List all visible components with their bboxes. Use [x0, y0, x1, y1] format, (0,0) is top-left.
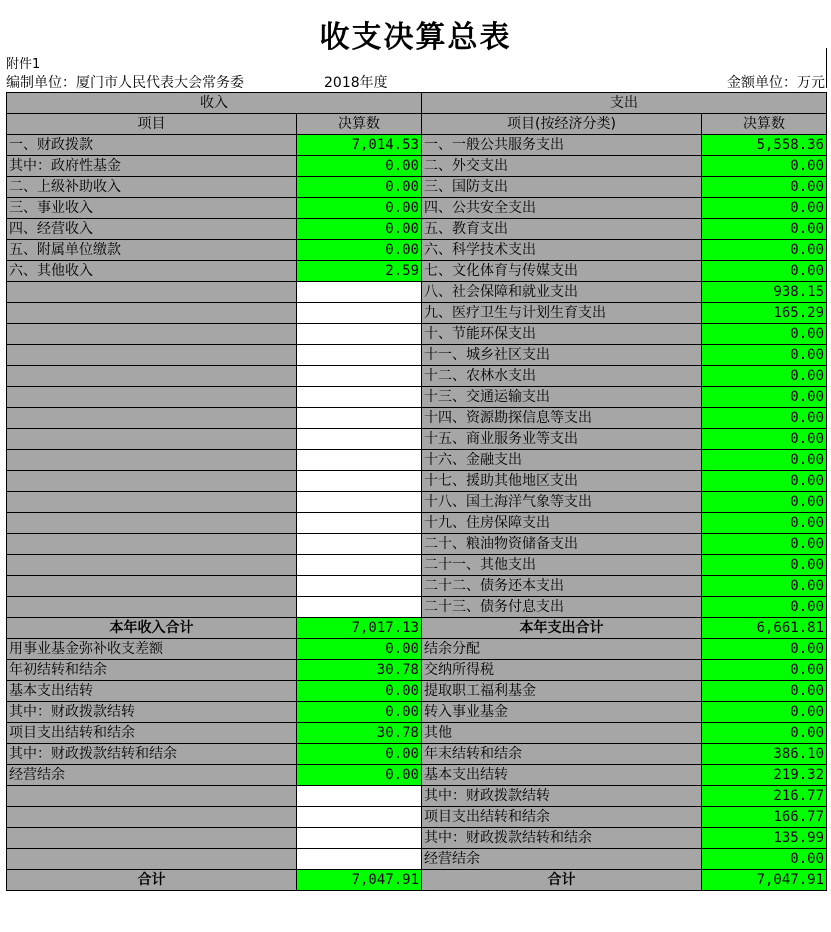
income-amount-cell: [297, 513, 422, 534]
income-item-cell: [7, 387, 297, 408]
table-row: [7, 408, 827, 429]
income-amount-cell: 7,014.53: [297, 135, 422, 156]
income-item-cell: 年初结转和结余: [7, 660, 297, 681]
table-row: [7, 513, 827, 534]
expense-amount-cell: 0.00: [702, 534, 827, 555]
income-item-cell: 一、财政拨款: [7, 135, 297, 156]
attachment-label: 附件1: [6, 57, 41, 72]
table-row: [7, 240, 827, 261]
expense-amount-cell: 386.10: [702, 744, 827, 765]
divider: [826, 48, 827, 88]
expense-item-cell: 年末结转和结余: [422, 744, 702, 765]
expense-item-cell: 二十二、债务还本支出: [422, 576, 702, 597]
expense-section-header: 支出: [422, 93, 827, 114]
income-amount-cell: 0.00: [297, 681, 422, 702]
income-item-cell: [7, 534, 297, 555]
income-item-cell: [7, 303, 297, 324]
income-amount-cell: [297, 387, 422, 408]
table-row: [7, 534, 827, 555]
expense-item-header: 项目(按经济分类): [422, 114, 702, 135]
expense-amount-cell: 0.00: [702, 240, 827, 261]
expense-amount-cell: 219.32: [702, 765, 827, 786]
table-row: [7, 198, 827, 219]
income-amount-cell: [297, 471, 422, 492]
expense-amount-cell: 6,661.81: [702, 618, 827, 639]
expense-item-cell: 八、社会保障和就业支出: [422, 282, 702, 303]
table-row: [7, 156, 827, 177]
income-amount-cell: [297, 408, 422, 429]
table-row: [7, 555, 827, 576]
expense-item-cell: 九、医疗卫生与计划生育支出: [422, 303, 702, 324]
table-row: [7, 597, 827, 618]
table-row: [7, 261, 827, 282]
expense-amount-cell: 0.00: [702, 597, 827, 618]
expense-amount-cell: 0.00: [702, 639, 827, 660]
expense-item-cell: 结余分配: [422, 639, 702, 660]
table-row: [7, 366, 827, 387]
expense-item-cell: 其中：财政拨款结转和结余: [422, 828, 702, 849]
income-item-cell: [7, 576, 297, 597]
expense-item-cell: 二十三、债务付息支出: [422, 597, 702, 618]
expense-amount-cell: 0.00: [702, 219, 827, 240]
table-row: [7, 177, 827, 198]
expense-amount-header: 决算数: [702, 114, 827, 135]
income-item-cell: [7, 450, 297, 471]
column-header-row: [7, 114, 827, 135]
expense-item-cell: 六、科学技术支出: [422, 240, 702, 261]
page-title: 收支决算总表: [319, 20, 512, 55]
expense-item-cell: 转入事业基金: [422, 702, 702, 723]
expense-item-cell: 七、文化体育与传媒支出: [422, 261, 702, 282]
expense-amount-cell: 0.00: [702, 723, 827, 744]
income-item-cell: [7, 471, 297, 492]
income-item-cell: [7, 555, 297, 576]
expense-item-cell: 十六、金融支出: [422, 450, 702, 471]
expense-amount-cell: 0.00: [702, 576, 827, 597]
expense-item-cell: 十五、商业服务业等支出: [422, 429, 702, 450]
expense-amount-cell: 0.00: [702, 555, 827, 576]
expense-item-cell: 合计: [422, 870, 702, 891]
table-row: [7, 429, 827, 450]
income-item-header: 项目: [7, 114, 297, 135]
table-row: [7, 282, 827, 303]
expense-amount-cell: 0.00: [702, 387, 827, 408]
expense-item-cell: 本年支出合计: [422, 618, 702, 639]
compiling-unit: 编制单位：厦门市人民代表大会常务委: [6, 75, 244, 91]
expense-item-cell: 十八、国土海洋气象等支出: [422, 492, 702, 513]
table-row: [7, 828, 827, 849]
expense-amount-cell: 5,558.36: [702, 135, 827, 156]
table-row: [7, 618, 827, 639]
table-row: [7, 219, 827, 240]
income-amount-header: 决算数: [297, 114, 422, 135]
expense-amount-cell: 0.00: [702, 198, 827, 219]
income-amount-cell: 7,017.13: [297, 618, 422, 639]
expense-amount-cell: 0.00: [702, 513, 827, 534]
expense-amount-cell: 7,047.91: [702, 870, 827, 891]
table-row: [7, 723, 827, 744]
income-item-cell: [7, 408, 297, 429]
income-amount-cell: 0.00: [297, 765, 422, 786]
table-row: [7, 576, 827, 597]
income-item-cell: 本年收入合计: [7, 618, 297, 639]
expense-amount-cell: 0.00: [702, 345, 827, 366]
expense-item-cell: 一、一般公共服务支出: [422, 135, 702, 156]
income-amount-cell: [297, 576, 422, 597]
expense-item-cell: 基本支出结转: [422, 765, 702, 786]
income-amount-cell: 0.00: [297, 639, 422, 660]
expense-amount-cell: 0.00: [702, 681, 827, 702]
income-item-cell: [7, 807, 297, 828]
income-amount-cell: [297, 303, 422, 324]
table-row: [7, 807, 827, 828]
income-amount-cell: [297, 324, 422, 345]
income-item-cell: 其中：政府性基金: [7, 156, 297, 177]
income-item-cell: [7, 492, 297, 513]
expense-item-cell: 三、国防支出: [422, 177, 702, 198]
income-amount-cell: 0.00: [297, 702, 422, 723]
income-item-cell: 四、经营收入: [7, 219, 297, 240]
expense-item-cell: 十、节能环保支出: [422, 324, 702, 345]
expense-item-cell: 十一、城乡社区支出: [422, 345, 702, 366]
expense-item-cell: 项目支出结转和结余: [422, 807, 702, 828]
income-item-cell: [7, 786, 297, 807]
expense-item-cell: 其中：财政拨款结转: [422, 786, 702, 807]
expense-item-cell: 二十一、其他支出: [422, 555, 702, 576]
amount-unit: 金额单位：万元: [727, 75, 825, 91]
table-row: [7, 870, 827, 891]
table-row: [7, 387, 827, 408]
income-item-cell: [7, 324, 297, 345]
income-amount-cell: [297, 786, 422, 807]
expense-item-cell: 四、公共安全支出: [422, 198, 702, 219]
table-row: [7, 303, 827, 324]
expense-amount-cell: 0.00: [702, 849, 827, 870]
income-item-cell: 基本支出结转: [7, 681, 297, 702]
income-item-cell: 二、上级补助收入: [7, 177, 297, 198]
income-amount-cell: [297, 828, 422, 849]
income-amount-cell: 7,047.91: [297, 870, 422, 891]
income-amount-cell: 0.00: [297, 744, 422, 765]
expense-amount-cell: 0.00: [702, 261, 827, 282]
income-amount-cell: [297, 534, 422, 555]
section-header-row: [7, 93, 827, 114]
table-row: [7, 744, 827, 765]
expense-amount-cell: 0.00: [702, 702, 827, 723]
expense-item-cell: 十四、资源勘探信息等支出: [422, 408, 702, 429]
expense-amount-cell: 0.00: [702, 429, 827, 450]
income-item-cell: 其中：财政拨款结转和结余: [7, 744, 297, 765]
income-item-cell: [7, 513, 297, 534]
income-item-cell: [7, 849, 297, 870]
table-row: [7, 681, 827, 702]
income-item-cell: 其中：财政拨款结转: [7, 702, 297, 723]
expense-item-cell: 提取职工福利基金: [422, 681, 702, 702]
table-row: [7, 135, 827, 156]
income-amount-cell: [297, 429, 422, 450]
expense-amount-cell: 0.00: [702, 366, 827, 387]
income-amount-cell: 2.59: [297, 261, 422, 282]
income-amount-cell: [297, 492, 422, 513]
expense-item-cell: 二、外交支出: [422, 156, 702, 177]
expense-amount-cell: 0.00: [702, 471, 827, 492]
table-row: [7, 471, 827, 492]
expense-amount-cell: 216.77: [702, 786, 827, 807]
income-amount-cell: [297, 597, 422, 618]
income-item-cell: [7, 345, 297, 366]
expense-amount-cell: 0.00: [702, 660, 827, 681]
income-section-header: 收入: [7, 93, 422, 114]
fiscal-year: 2018年度: [324, 75, 388, 91]
income-amount-cell: [297, 849, 422, 870]
expense-item-cell: 交纳所得税: [422, 660, 702, 681]
income-amount-cell: 30.78: [297, 723, 422, 744]
expense-item-cell: 十七、援助其他地区支出: [422, 471, 702, 492]
income-amount-cell: [297, 555, 422, 576]
expense-item-cell: 二十、粮油物资储备支出: [422, 534, 702, 555]
income-amount-cell: [297, 366, 422, 387]
expense-amount-cell: 135.99: [702, 828, 827, 849]
expense-amount-cell: 0.00: [702, 492, 827, 513]
budget-summary-table: [6, 92, 827, 891]
income-amount-cell: 0.00: [297, 219, 422, 240]
expense-item-cell: 五、教育支出: [422, 219, 702, 240]
income-item-cell: 六、其他收入: [7, 261, 297, 282]
income-item-cell: 项目支出结转和结余: [7, 723, 297, 744]
expense-amount-cell: 0.00: [702, 177, 827, 198]
table-row: [7, 702, 827, 723]
table-row: [7, 324, 827, 345]
income-item-cell: [7, 429, 297, 450]
income-amount-cell: 0.00: [297, 198, 422, 219]
income-item-cell: [7, 828, 297, 849]
expense-item-cell: 其他: [422, 723, 702, 744]
expense-amount-cell: 0.00: [702, 450, 827, 471]
table-row: [7, 345, 827, 366]
expense-item-cell: 经营结余: [422, 849, 702, 870]
income-amount-cell: [297, 450, 422, 471]
income-amount-cell: 0.00: [297, 156, 422, 177]
table-row: [7, 492, 827, 513]
income-amount-cell: 0.00: [297, 240, 422, 261]
expense-amount-cell: 166.77: [702, 807, 827, 828]
expense-amount-cell: 938.15: [702, 282, 827, 303]
expense-amount-cell: 0.00: [702, 324, 827, 345]
table-row: [7, 639, 827, 660]
income-item-cell: 用事业基金弥补收支差额: [7, 639, 297, 660]
table-row: [7, 786, 827, 807]
income-item-cell: 经营结余: [7, 765, 297, 786]
income-amount-cell: [297, 282, 422, 303]
table-row: [7, 660, 827, 681]
income-amount-cell: 0.00: [297, 177, 422, 198]
expense-amount-cell: 0.00: [702, 408, 827, 429]
income-item-cell: 五、附属单位缴款: [7, 240, 297, 261]
table-row: [7, 765, 827, 786]
income-amount-cell: [297, 345, 422, 366]
income-amount-cell: [297, 807, 422, 828]
income-amount-cell: 30.78: [297, 660, 422, 681]
expense-item-cell: 十三、交通运输支出: [422, 387, 702, 408]
income-item-cell: [7, 366, 297, 387]
expense-item-cell: 十九、住房保障支出: [422, 513, 702, 534]
table-row: [7, 450, 827, 471]
income-item-cell: 合计: [7, 870, 297, 891]
table-row: [7, 849, 827, 870]
income-item-cell: [7, 282, 297, 303]
income-item-cell: [7, 597, 297, 618]
income-item-cell: 三、事业收入: [7, 198, 297, 219]
expense-amount-cell: 165.29: [702, 303, 827, 324]
expense-amount-cell: 0.00: [702, 156, 827, 177]
expense-item-cell: 十二、农林水支出: [422, 366, 702, 387]
